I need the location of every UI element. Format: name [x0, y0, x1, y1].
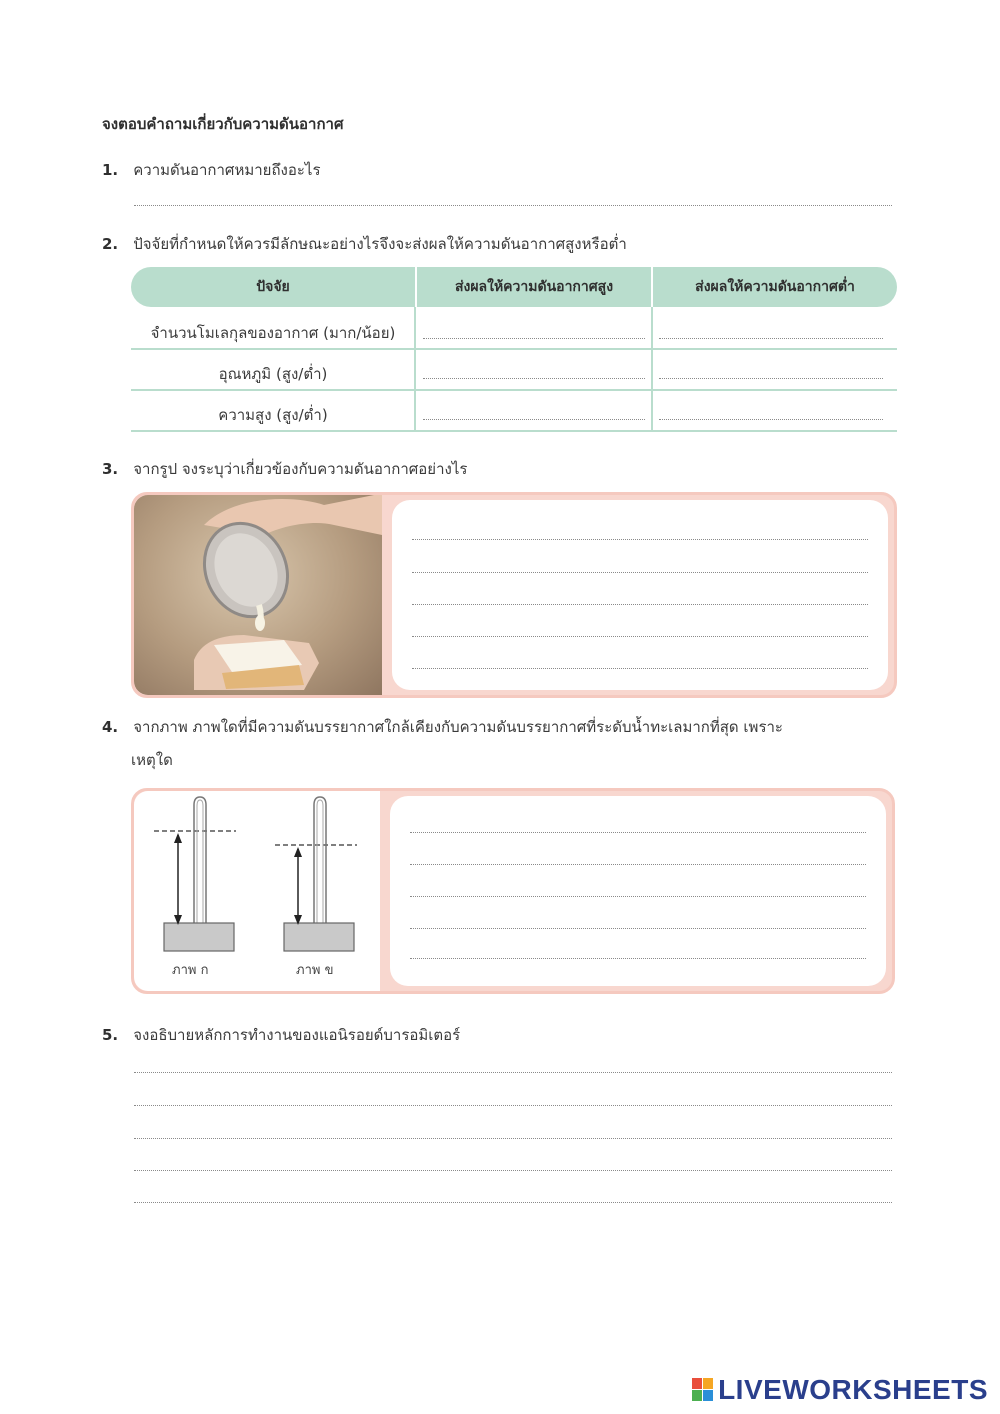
liveworksheets-brand[interactable]: LIVEWORKSHEETS [718, 1374, 988, 1405]
answer-line-q5-1[interactable] [134, 1072, 892, 1073]
answer-line-q4-4[interactable] [410, 928, 866, 929]
photo-glass-pouring [134, 495, 382, 695]
worksheet-heading: จงตอบคำถามเกี่ยวกับความดันอากาศ [102, 115, 344, 133]
table-row-1-factor: จำนวนโมเลกุลของอากาศ (มาก/น้อย) [150, 324, 396, 342]
header-low-pressure: ส่งผลให้ความดันอากาศต่ำ [695, 279, 855, 295]
answer-line-q3-4[interactable] [412, 636, 868, 637]
liveworksheets-logo-icon [692, 1378, 714, 1402]
table-row-3-factor: ความสูง (สูง/ต่ำ) [218, 406, 328, 424]
answer-line-q4-3[interactable] [410, 896, 866, 897]
answer-line-q5-4[interactable] [134, 1170, 892, 1171]
question-4 [102, 715, 892, 739]
answer-row2-low[interactable] [659, 378, 883, 379]
q3-writing-area [392, 500, 888, 690]
question-1 [102, 158, 321, 182]
answer-row3-high[interactable] [423, 419, 645, 420]
question-5-text: จงอธิบายหลักการทำงานของแอนิรอยด์บารอมิเตอร์ [133, 1026, 461, 1044]
question-2-number: 2. [102, 235, 119, 253]
header-factor: ปัจจัย [256, 279, 290, 295]
answer-line-q3-5[interactable] [412, 668, 868, 669]
barometer-illustration [134, 791, 380, 991]
table-row-2-factor: อุณหภูมิ (สูง/ต่ำ) [218, 365, 328, 383]
question-3 [102, 457, 467, 481]
diagram-label-a: ภาพ ก [172, 963, 209, 978]
answer-line-q4-5[interactable] [410, 958, 866, 959]
answer-line-q1[interactable] [134, 205, 892, 206]
answer-line-q3-1[interactable] [412, 539, 868, 540]
answer-line-q4-2[interactable] [410, 864, 866, 865]
q4-writing-area [390, 796, 886, 986]
answer-line-q3-2[interactable] [412, 572, 868, 573]
table-header-row [131, 267, 897, 307]
barometer-diagram [134, 791, 380, 991]
question-4-text-line2: เหตุใด [131, 751, 173, 769]
question-3-number: 3. [102, 460, 119, 478]
answer-row1-low[interactable] [659, 338, 883, 339]
answer-line-q4-1[interactable] [410, 832, 866, 833]
glass-pouring-illustration [134, 495, 382, 695]
question-5-number: 5. [102, 1026, 119, 1044]
question-3-text: จากรูป จงระบุว่าเกี่ยวข้องกับความดันอากาศอย่างไร [133, 460, 468, 478]
q4-answer-box [131, 788, 895, 994]
diagram-label-b: ภาพ ข [296, 963, 334, 978]
q3-answer-box [131, 492, 897, 698]
answer-row2-high[interactable] [423, 378, 645, 379]
answer-line-q5-2[interactable] [134, 1105, 892, 1106]
answer-row3-low[interactable] [659, 419, 883, 420]
question-5 [102, 1023, 460, 1047]
question-1-number: 1. [102, 161, 119, 179]
answer-line-q5-3[interactable] [134, 1138, 892, 1139]
question-4-text-line1: จากภาพ ภาพใดที่มีความดันบรรยากาศใกล้เคียงกับความดันบรรยากาศที่ระดับน้ำทะเลมากที่สุด เพราะ [133, 718, 783, 736]
answer-line-q3-3[interactable] [412, 604, 868, 605]
question-2-text: ปัจจัยที่กำหนดให้ควรมีลักษณะอย่างไรจึงจะส่งผลให้ความดันอากาศสูงหรือต่ำ [133, 235, 627, 253]
question-1-text: ความดันอากาศหมายถึงอะไร [133, 161, 321, 179]
answer-row1-high[interactable] [423, 338, 645, 339]
answer-line-q5-5[interactable] [134, 1202, 892, 1203]
question-2 [102, 232, 627, 256]
header-high-pressure: ส่งผลให้ความดันอากาศสูง [454, 279, 614, 295]
question-4-number: 4. [102, 718, 119, 736]
